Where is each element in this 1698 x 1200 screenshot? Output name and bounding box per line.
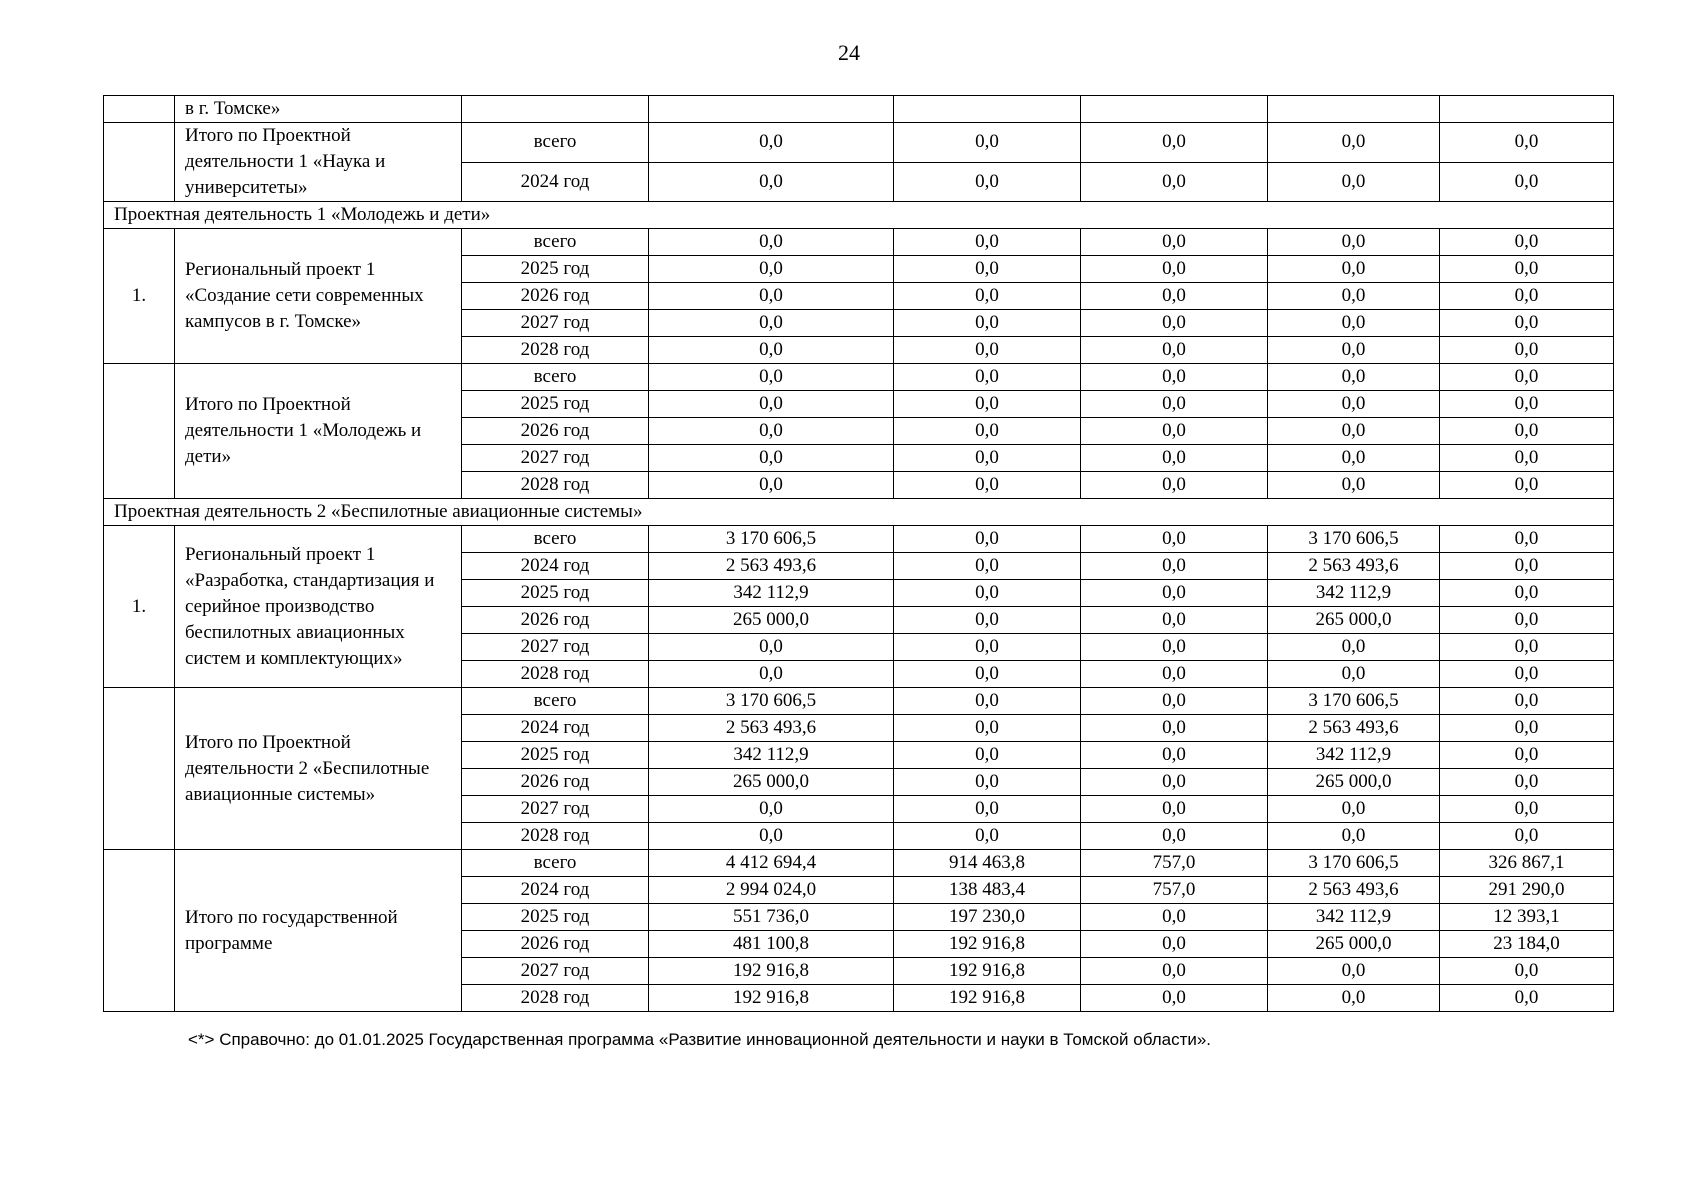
period-cell: 2028 год [462,823,649,850]
value-cell: 2 563 493,6 [649,715,894,742]
value-cell: 0,0 [1268,796,1440,823]
period-cell: 2028 год [462,661,649,688]
period-cell: 2026 год [462,418,649,445]
value-cell: 0,0 [894,769,1081,796]
period-cell: всего [462,850,649,877]
value-cell: 0,0 [1081,553,1268,580]
value-cell: 0,0 [1440,607,1614,634]
value-cell: 0,0 [1268,661,1440,688]
period-cell: 2026 год [462,931,649,958]
value-cell: 0,0 [649,256,894,283]
value-cell: 0,0 [1440,715,1614,742]
value-cell: 3 170 606,5 [1268,526,1440,553]
period-cell: 2026 год [462,769,649,796]
value-cell: 0,0 [649,418,894,445]
value-cell: 192 916,8 [894,931,1081,958]
value-cell: 0,0 [649,661,894,688]
section-row [104,499,1614,526]
value-cell: 0,0 [894,418,1081,445]
row-name-cell: в г. Томске» [175,96,462,123]
value-cell: 0,0 [1440,283,1614,310]
table-row [104,688,1614,715]
value-cell: 0,0 [894,715,1081,742]
period-cell: 2024 год [462,715,649,742]
value-cell: 192 916,8 [649,958,894,985]
value-cell: 0,0 [894,445,1081,472]
value-cell: 0,0 [1440,310,1614,337]
value-cell: 0,0 [1440,580,1614,607]
row-name-cell: Региональный проект 1 «Разработка, стандартизация и серийное производство беспилотных авиационных систем и комплектующих» [175,526,462,688]
value-cell: 0,0 [1268,162,1440,202]
value-cell: 0,0 [1440,472,1614,499]
row-number-cell: 1. [104,526,175,688]
value-cell: 0,0 [894,283,1081,310]
value-cell: 0,0 [1268,364,1440,391]
value-cell: 0,0 [894,310,1081,337]
value-cell: 0,0 [1268,418,1440,445]
value-cell [894,96,1081,123]
value-cell: 0,0 [1268,229,1440,256]
value-cell: 0,0 [649,634,894,661]
budget-table [103,95,1614,1012]
value-cell: 0,0 [1081,985,1268,1012]
row-number-cell [104,364,175,499]
value-cell: 0,0 [1440,229,1614,256]
value-cell: 0,0 [1081,607,1268,634]
value-cell: 0,0 [894,688,1081,715]
period-cell: всего [462,364,649,391]
period-cell: 2026 год [462,607,649,634]
value-cell: 0,0 [1081,661,1268,688]
value-cell: 0,0 [1081,283,1268,310]
value-cell: 0,0 [894,634,1081,661]
section-row [104,202,1614,229]
value-cell: 0,0 [1081,580,1268,607]
value-cell: 0,0 [1081,364,1268,391]
value-cell: 2 563 493,6 [1268,553,1440,580]
value-cell: 3 170 606,5 [1268,688,1440,715]
value-cell: 12 393,1 [1440,904,1614,931]
value-cell: 265 000,0 [1268,769,1440,796]
value-cell: 3 170 606,5 [649,526,894,553]
value-cell: 0,0 [1268,445,1440,472]
value-cell: 0,0 [894,337,1081,364]
period-cell: 2027 год [462,445,649,472]
value-cell: 0,0 [894,823,1081,850]
value-cell: 481 100,8 [649,931,894,958]
value-cell: 0,0 [1440,123,1614,163]
row-name-cell: Итого по Проектной деятельности 1 «Молодежь и дети» [175,364,462,499]
row-number-cell: 1. [104,229,175,364]
value-cell: 0,0 [649,162,894,202]
value-cell: 0,0 [894,580,1081,607]
value-cell: 0,0 [649,823,894,850]
period-cell: 2024 год [462,162,649,202]
value-cell: 4 412 694,4 [649,850,894,877]
value-cell: 0,0 [649,391,894,418]
section-title: Проектная деятельность 2 «Беспилотные авиационные системы» [104,499,1614,526]
value-cell: 0,0 [894,796,1081,823]
table-row [104,229,1614,256]
period-cell: всего [462,123,649,163]
value-cell: 2 563 493,6 [1268,715,1440,742]
value-cell: 326 867,1 [1440,850,1614,877]
value-cell: 0,0 [649,310,894,337]
value-cell: 0,0 [894,162,1081,202]
value-cell: 0,0 [1081,904,1268,931]
value-cell: 0,0 [1081,229,1268,256]
value-cell: 0,0 [1081,715,1268,742]
value-cell [1440,96,1614,123]
value-cell: 0,0 [1440,688,1614,715]
period-cell: 2025 год [462,580,649,607]
value-cell: 0,0 [1268,283,1440,310]
value-cell: 757,0 [1081,850,1268,877]
value-cell: 0,0 [1440,256,1614,283]
value-cell: 0,0 [1081,526,1268,553]
value-cell: 2 563 493,6 [1268,877,1440,904]
period-cell: 2027 год [462,796,649,823]
value-cell: 192 916,8 [894,958,1081,985]
value-cell: 757,0 [1081,877,1268,904]
value-cell: 2 994 024,0 [649,877,894,904]
section-title: Проектная деятельность 1 «Молодежь и дети» [104,202,1614,229]
value-cell: 265 000,0 [649,607,894,634]
value-cell: 0,0 [894,553,1081,580]
value-cell: 192 916,8 [894,985,1081,1012]
value-cell: 0,0 [1440,162,1614,202]
value-cell: 0,0 [1268,337,1440,364]
period-cell: 2028 год [462,472,649,499]
value-cell: 0,0 [1440,526,1614,553]
value-cell: 0,0 [1081,823,1268,850]
value-cell [649,96,894,123]
footnote: <*> Справочно: до 01.01.2025 Государственная программа «Развитие инновационной деятельности и науки в Томской области». [188,1030,1212,1049]
value-cell: 0,0 [1081,310,1268,337]
value-cell: 0,0 [1081,472,1268,499]
table-row [104,526,1614,553]
value-cell: 0,0 [1440,958,1614,985]
row-name-cell: Региональный проект 1 «Создание сети современных кампусов в г. Томске» [175,229,462,364]
value-cell: 291 290,0 [1440,877,1614,904]
value-cell [1081,96,1268,123]
table-row [104,850,1614,877]
value-cell: 0,0 [1081,634,1268,661]
row-name-cell: Итого по Проектной деятельности 2 «Беспилотные авиационные системы» [175,688,462,850]
value-cell: 2 563 493,6 [649,553,894,580]
value-cell: 0,0 [894,123,1081,163]
row-number-cell [104,96,175,123]
value-cell: 0,0 [1081,123,1268,163]
period-cell: 2027 год [462,310,649,337]
row-number-cell [104,123,175,202]
value-cell: 0,0 [894,256,1081,283]
value-cell: 0,0 [1081,931,1268,958]
value-cell: 0,0 [1440,337,1614,364]
value-cell: 0,0 [1268,634,1440,661]
value-cell: 0,0 [1440,796,1614,823]
value-cell: 0,0 [1440,391,1614,418]
value-cell: 0,0 [649,364,894,391]
value-cell: 0,0 [1268,256,1440,283]
value-cell: 342 112,9 [1268,904,1440,931]
period-cell: 2027 год [462,958,649,985]
value-cell: 0,0 [1440,445,1614,472]
value-cell: 0,0 [1081,337,1268,364]
page-number: 24 [838,40,860,65]
period-cell [462,96,649,123]
value-cell: 0,0 [1440,985,1614,1012]
value-cell: 192 916,8 [649,985,894,1012]
value-cell: 0,0 [1440,742,1614,769]
value-cell: 0,0 [1081,445,1268,472]
value-cell: 138 483,4 [894,877,1081,904]
period-cell: 2025 год [462,904,649,931]
table-row [104,96,1614,123]
row-number-cell [104,850,175,1012]
value-cell: 551 736,0 [649,904,894,931]
period-cell: 2028 год [462,337,649,364]
value-cell: 0,0 [649,123,894,163]
period-cell: всего [462,688,649,715]
value-cell: 342 112,9 [649,742,894,769]
value-cell: 0,0 [894,364,1081,391]
value-cell: 0,0 [894,229,1081,256]
value-cell: 265 000,0 [1268,607,1440,634]
value-cell: 342 112,9 [1268,742,1440,769]
value-cell: 0,0 [1081,742,1268,769]
period-cell: 2027 год [462,634,649,661]
value-cell: 0,0 [894,472,1081,499]
value-cell: 197 230,0 [894,904,1081,931]
value-cell: 0,0 [1081,162,1268,202]
period-cell: 2028 год [462,985,649,1012]
table-row [104,123,1614,163]
table-row [104,364,1614,391]
row-number-cell [104,688,175,850]
value-cell: 0,0 [1081,256,1268,283]
row-name-cell: Итого по государственной программе [175,850,462,1012]
period-cell: всего [462,229,649,256]
value-cell: 0,0 [649,472,894,499]
value-cell: 342 112,9 [1268,580,1440,607]
value-cell: 0,0 [894,661,1081,688]
value-cell: 0,0 [649,445,894,472]
value-cell: 0,0 [1440,364,1614,391]
period-cell: 2025 год [462,742,649,769]
value-cell: 0,0 [1081,958,1268,985]
value-cell: 914 463,8 [894,850,1081,877]
value-cell: 0,0 [1268,310,1440,337]
value-cell: 0,0 [1081,391,1268,418]
value-cell: 0,0 [1081,418,1268,445]
value-cell: 0,0 [894,742,1081,769]
value-cell: 0,0 [1268,472,1440,499]
value-cell: 0,0 [1081,769,1268,796]
period-cell: 2024 год [462,877,649,904]
value-cell: 0,0 [1440,823,1614,850]
row-name-cell: Итого по Проектной деятельности 1 «Наука и университеты» [175,123,462,202]
value-cell: 0,0 [1440,553,1614,580]
period-cell: 2025 год [462,256,649,283]
period-cell: 2025 год [462,391,649,418]
value-cell: 0,0 [894,607,1081,634]
period-cell: всего [462,526,649,553]
period-cell: 2026 год [462,283,649,310]
period-cell: 2024 год [462,553,649,580]
value-cell: 0,0 [649,283,894,310]
value-cell: 0,0 [1268,391,1440,418]
value-cell: 0,0 [1268,985,1440,1012]
value-cell: 0,0 [1081,688,1268,715]
value-cell: 265 000,0 [649,769,894,796]
value-cell: 0,0 [649,229,894,256]
value-cell: 3 170 606,5 [649,688,894,715]
value-cell: 0,0 [894,391,1081,418]
value-cell: 0,0 [1268,823,1440,850]
value-cell: 265 000,0 [1268,931,1440,958]
value-cell [1268,96,1440,123]
value-cell: 342 112,9 [649,580,894,607]
value-cell: 0,0 [1440,661,1614,688]
value-cell: 0,0 [1440,418,1614,445]
value-cell: 0,0 [1081,796,1268,823]
value-cell: 0,0 [1440,634,1614,661]
value-cell: 0,0 [1440,769,1614,796]
value-cell: 0,0 [1268,958,1440,985]
value-cell: 23 184,0 [1440,931,1614,958]
value-cell: 0,0 [649,796,894,823]
value-cell: 0,0 [649,337,894,364]
value-cell: 0,0 [1268,123,1440,163]
value-cell: 3 170 606,5 [1268,850,1440,877]
value-cell: 0,0 [894,526,1081,553]
